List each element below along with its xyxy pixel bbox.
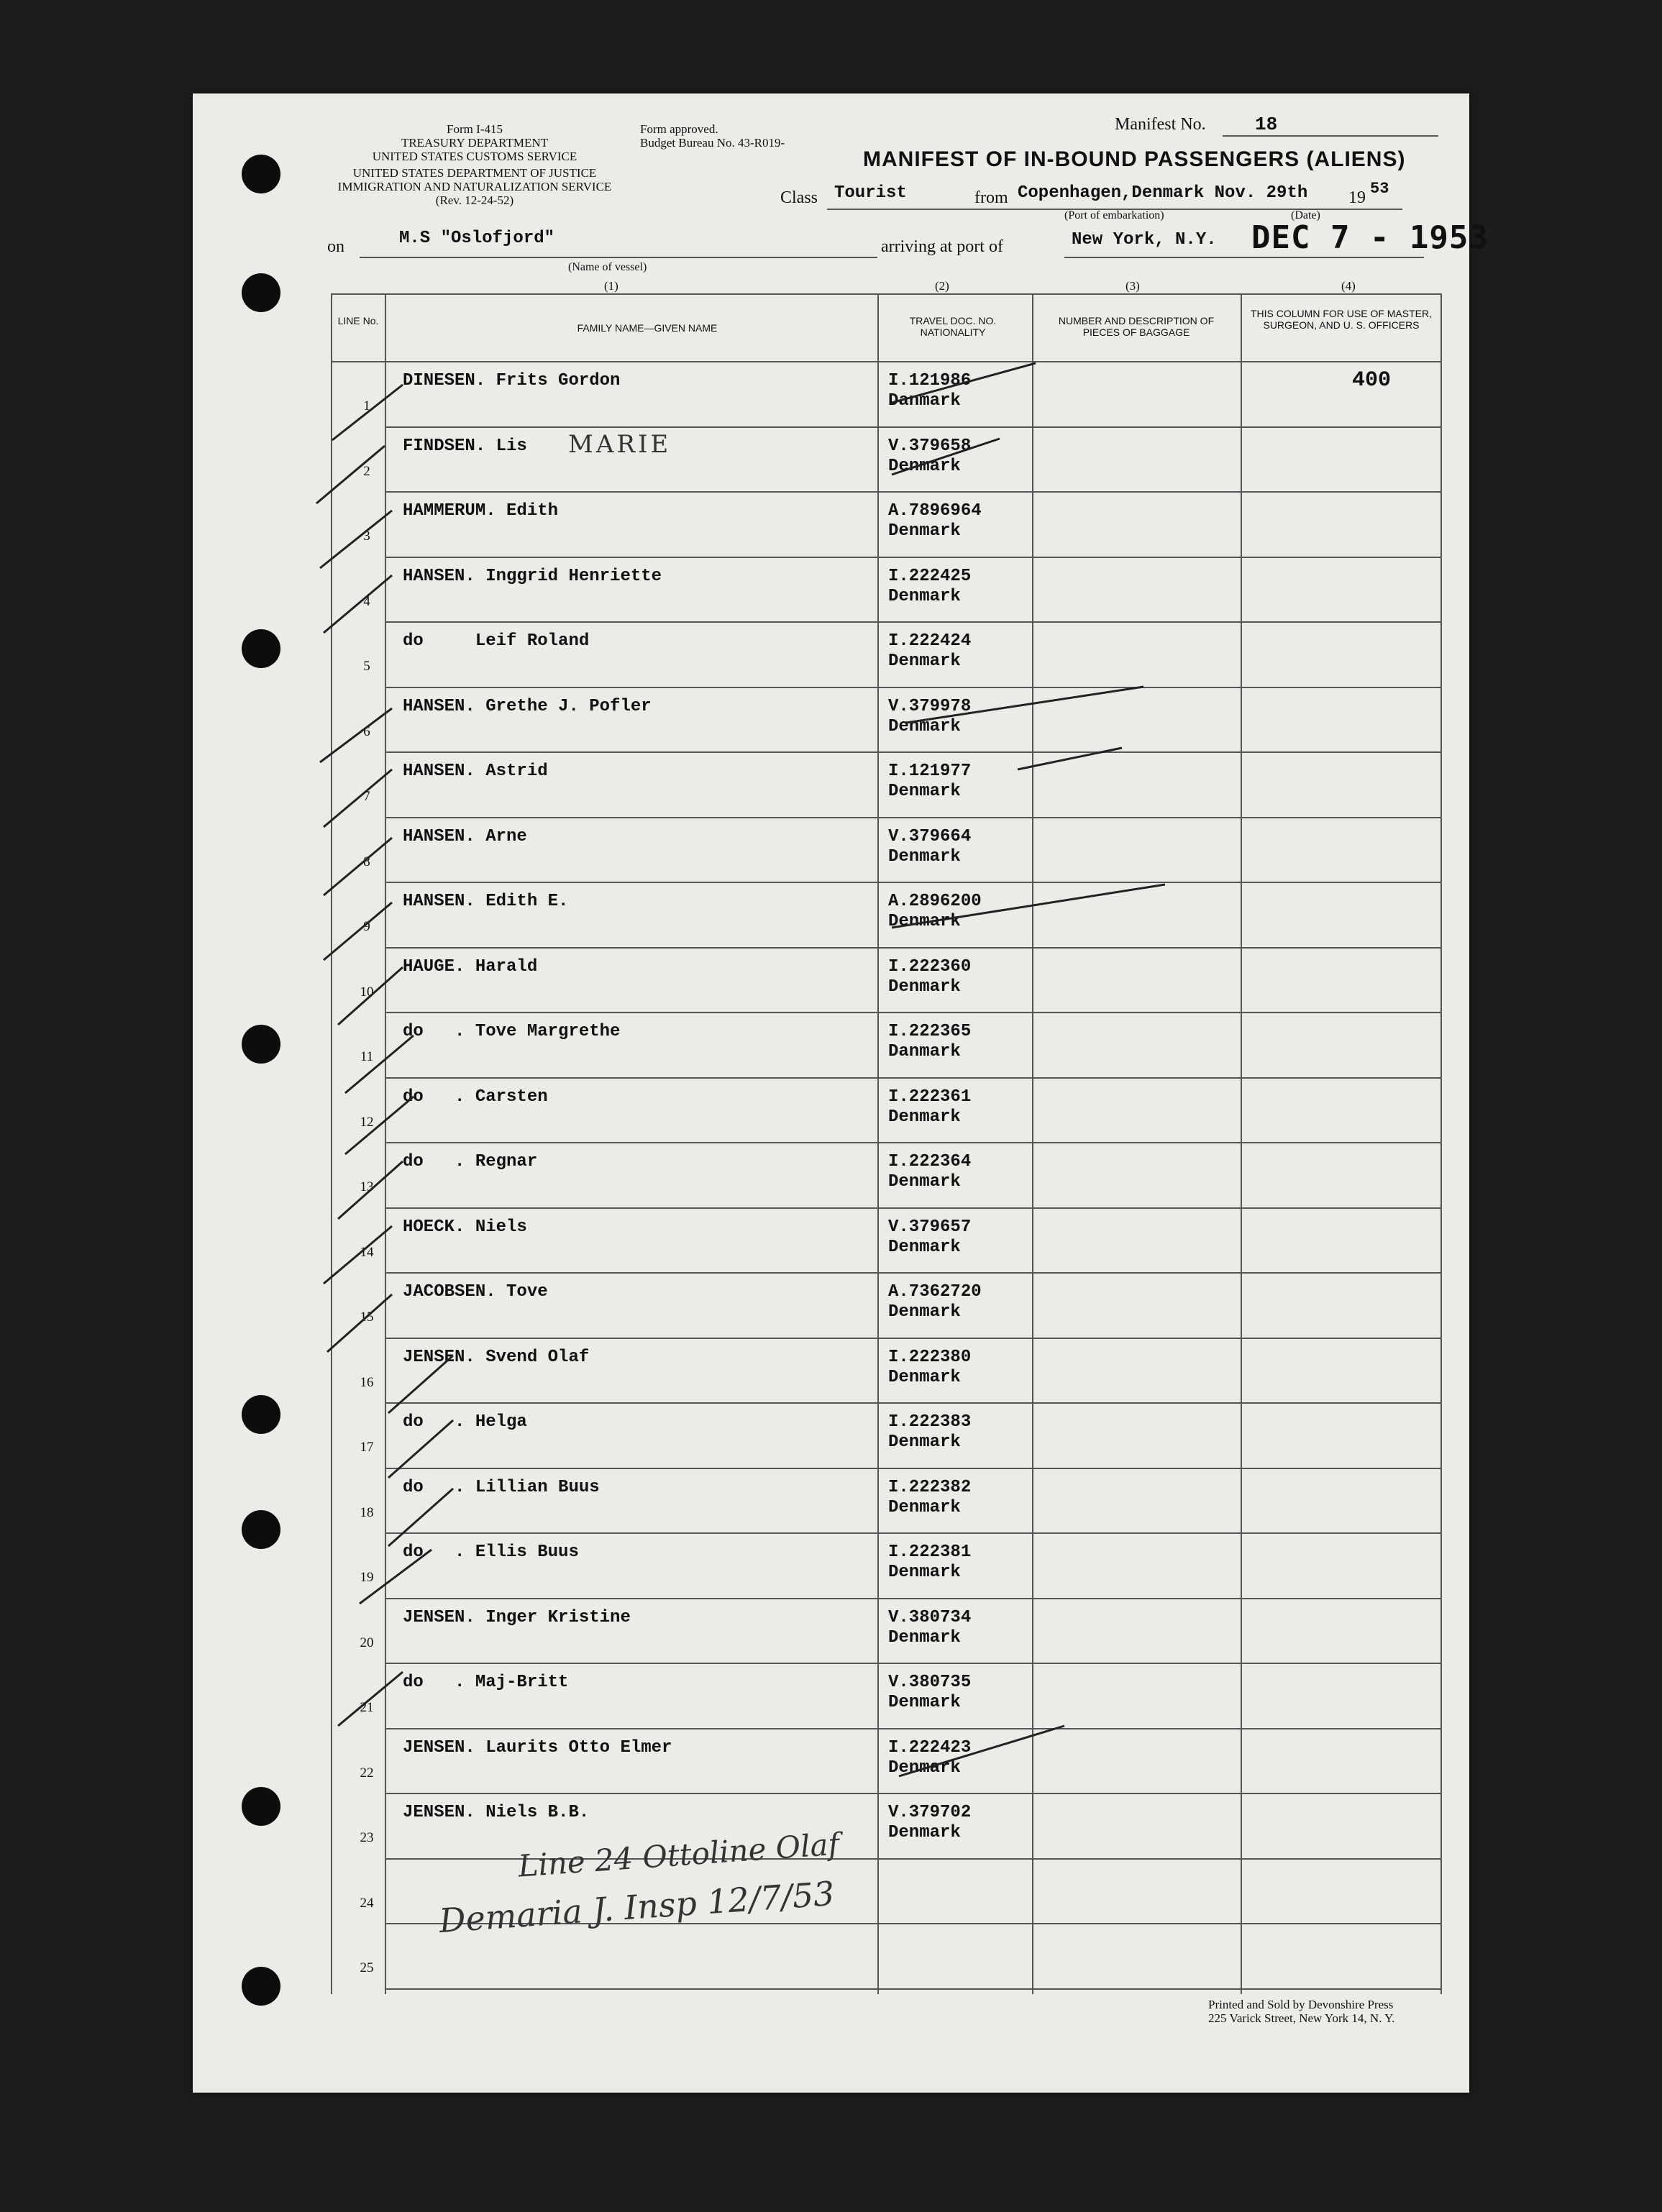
inspector-signature: Demaria J. Insp 12/7/53 xyxy=(437,1873,836,1941)
check-mark xyxy=(324,1226,392,1284)
line-number: 6 xyxy=(363,724,370,739)
nationality: Denmark xyxy=(888,1693,961,1712)
travel-doc-number: I.222360 xyxy=(888,957,972,977)
nationality: Denmark xyxy=(888,1172,961,1192)
column-number: (4) xyxy=(1341,279,1356,293)
check-mark xyxy=(338,1672,403,1726)
handwritten-annotation: Line 24 Ottoline Olaf xyxy=(516,1826,841,1884)
check-mark xyxy=(388,1489,453,1546)
check-mark xyxy=(892,363,1036,403)
check-mark xyxy=(360,1550,432,1604)
column-header-officers: THIS COLUMN FOR USE OF MASTER, SURGEON, AND U. S. OFFICERS xyxy=(1250,308,1432,331)
travel-doc-number: I.222380 xyxy=(888,1348,972,1367)
line-number: 17 xyxy=(360,1440,374,1455)
line-number: 20 xyxy=(360,1635,374,1650)
check-mark xyxy=(892,439,1000,475)
check-mark xyxy=(1018,748,1122,769)
travel-doc-number: I.222423 xyxy=(888,1738,972,1758)
travel-doc-number: I.222381 xyxy=(888,1543,972,1562)
year-prefix: 19 xyxy=(1348,188,1366,207)
travel-doc-number: A.7896964 xyxy=(888,501,982,521)
check-mark xyxy=(906,687,1143,723)
port-of-embarkation: Copenhagen,Denmark Nov. 29th xyxy=(1018,183,1308,203)
travel-doc-number: I.222383 xyxy=(888,1412,972,1432)
class-value: Tourist xyxy=(834,183,907,203)
passenger-name: JENSEN. Laurits Otto Elmer xyxy=(403,1738,672,1758)
nationality: Denmark xyxy=(888,1498,961,1517)
line-number: 21 xyxy=(360,1700,374,1715)
line-number: 25 xyxy=(360,1960,374,1975)
department-sub: UNITED STATES CUSTOMS SERVICE xyxy=(372,150,577,163)
travel-doc-number: V.379702 xyxy=(888,1803,972,1822)
nationality: Denmark xyxy=(888,847,961,867)
nationality: Denmark xyxy=(888,1823,961,1842)
arrival-date-stamp: DEC 7 - 1953 xyxy=(1251,219,1489,256)
column-header-doc: TRAVEL DOC. NO. NATIONALITY xyxy=(909,315,997,338)
nationality: Denmark xyxy=(888,1107,961,1127)
manifest-title: MANIFEST OF IN-BOUND PASSENGERS (ALIENS) xyxy=(863,147,1406,171)
passenger-name: HAUGE. Harald xyxy=(403,957,538,977)
check-mark xyxy=(324,838,392,895)
column-header-name: FAMILY NAME—GIVEN NAME xyxy=(577,322,718,334)
nationality: Denmark xyxy=(888,1368,961,1387)
nationality: Denmark xyxy=(888,587,961,606)
passenger-name: FINDSEN. Lis xyxy=(403,437,527,456)
check-mark xyxy=(388,1356,453,1413)
department-sub: IMMIGRATION AND NATURALIZATION SERVICE xyxy=(337,180,612,193)
line-number: 11 xyxy=(360,1049,374,1064)
travel-doc-number: I.222364 xyxy=(888,1152,972,1171)
travel-doc-number: I.222425 xyxy=(888,567,972,586)
check-mark xyxy=(320,511,392,568)
travel-doc-number: V.379978 xyxy=(888,697,972,716)
nationality: Denmark xyxy=(888,1432,961,1452)
check-mark xyxy=(320,708,392,762)
travel-doc-number: V.379657 xyxy=(888,1217,972,1237)
travel-doc-number: A.7362720 xyxy=(888,1282,982,1302)
from-label: from xyxy=(974,188,1008,207)
check-mark xyxy=(324,769,392,827)
class-label: Class xyxy=(780,188,818,207)
line-number: 19 xyxy=(360,1570,374,1585)
passenger-name: JENSEN. Svend Olaf xyxy=(403,1348,590,1367)
nationality: Danmark xyxy=(888,1042,961,1061)
passenger-name: HANSEN. Astrid xyxy=(403,762,548,781)
passenger-name: do . Ellis Buus xyxy=(403,1543,579,1562)
passenger-name: JENSEN. Niels B.B. xyxy=(403,1803,590,1822)
passenger-name: do . Maj-Britt xyxy=(403,1673,569,1692)
year-suffix: 53 xyxy=(1370,180,1389,198)
nationality: Denmark xyxy=(888,1302,961,1322)
arrival-port: New York, N.Y. xyxy=(1072,230,1217,250)
line-number: 2 xyxy=(363,464,370,479)
passenger-name: do . Tove Margrethe xyxy=(403,1022,621,1041)
printer-name: Printed and Sold by Devonshire Press xyxy=(1208,1998,1394,2011)
passenger-name: HANSEN. Grethe J. Pofler xyxy=(403,697,652,716)
line-number: 4 xyxy=(363,594,370,609)
form-number: Form I-415 xyxy=(447,122,503,136)
check-mark xyxy=(324,575,392,633)
nationality: Denmark xyxy=(888,717,961,736)
travel-doc-number: I.121986 xyxy=(888,371,972,390)
passenger-name: do . Lillian Buus xyxy=(403,1478,600,1497)
nationality: Denmark xyxy=(888,977,961,997)
check-mark xyxy=(899,1726,1064,1776)
travel-doc-number: V.379664 xyxy=(888,827,972,846)
travel-doc-number: I.222365 xyxy=(888,1022,972,1041)
budget-number: Budget Bureau No. 43-R019- xyxy=(640,136,785,150)
line-number: 23 xyxy=(360,1830,374,1845)
department-name: UNITED STATES DEPARTMENT OF JUSTICE xyxy=(352,166,597,180)
check-mark xyxy=(388,1420,453,1478)
passenger-name: HOECK. Niels xyxy=(403,1217,527,1237)
approval-text: Form approved. xyxy=(640,122,718,136)
manifest-number: 18 xyxy=(1255,114,1278,135)
travel-doc-number: I.222424 xyxy=(888,631,972,651)
check-mark xyxy=(892,885,1165,928)
passenger-name: HANSEN. Inggrid Henriette xyxy=(403,567,662,586)
travel-doc-number: V.379658 xyxy=(888,437,972,456)
passenger-name: JACOBSEN. Tove xyxy=(403,1282,548,1302)
passenger-name: HANSEN. Arne xyxy=(403,827,527,846)
passenger-name: JENSEN. Inger Kristine xyxy=(403,1608,631,1627)
line-number: 22 xyxy=(360,1765,374,1781)
passenger-name: do . Regnar xyxy=(403,1152,538,1171)
line-number: 16 xyxy=(360,1375,374,1390)
check-mark xyxy=(338,1161,403,1219)
nationality: Danmark xyxy=(888,391,961,411)
check-mark xyxy=(345,1036,414,1093)
column-number: (2) xyxy=(935,279,949,293)
travel-doc-number: I.121977 xyxy=(888,762,972,781)
nationality: Denmark xyxy=(888,652,961,671)
line-number: 15 xyxy=(360,1310,374,1325)
line-number: 10 xyxy=(360,984,374,1000)
line-number: 3 xyxy=(363,529,370,544)
nationality: Denmark xyxy=(888,912,961,931)
column-header-line: LINE No. xyxy=(337,315,379,326)
line-number: 18 xyxy=(360,1505,374,1520)
travel-doc-number: V.380735 xyxy=(888,1673,972,1692)
passenger-name: DINESEN. Frits Gordon xyxy=(403,371,621,390)
nationality: Denmark xyxy=(888,782,961,801)
travel-doc-number: I.222382 xyxy=(888,1478,972,1497)
line-number: 14 xyxy=(360,1245,374,1260)
travel-doc-number: A.2896200 xyxy=(888,892,982,911)
department-name: TREASURY DEPARTMENT xyxy=(401,136,549,150)
line-number: 5 xyxy=(363,659,370,674)
manifest-number-label: Manifest No. xyxy=(1115,115,1206,134)
nationality: Denmark xyxy=(888,521,961,541)
line-number: 24 xyxy=(360,1896,374,1911)
check-mark xyxy=(324,902,392,960)
line-number: 9 xyxy=(363,919,370,934)
revision-date: (Rev. 12-24-52) xyxy=(435,193,514,207)
embarkation-caption: (Port of embarkation) xyxy=(1064,209,1164,221)
passenger-name: do . Carsten xyxy=(403,1087,548,1107)
travel-doc-number: V.380734 xyxy=(888,1608,972,1627)
on-label: on xyxy=(327,237,344,256)
column-header-baggage: NUMBER AND DESCRIPTION OF PIECES OF BAGGAGE xyxy=(1058,315,1215,338)
passenger-name: HAMMERUM. Edith xyxy=(403,501,559,521)
line-number: 1 xyxy=(363,398,370,413)
date-caption: (Date) xyxy=(1291,209,1320,221)
passenger-name: HANSEN. Edith E. xyxy=(403,892,569,911)
nationality: Denmark xyxy=(888,1628,961,1647)
check-mark xyxy=(316,446,385,503)
check-mark xyxy=(332,385,403,440)
check-mark xyxy=(327,1294,392,1352)
passenger-name: do Leif Roland xyxy=(403,631,590,651)
passenger-name: do . Helga xyxy=(403,1412,527,1432)
line-number: 8 xyxy=(363,854,370,869)
check-mark xyxy=(338,967,403,1025)
line-number: 12 xyxy=(360,1115,374,1130)
line-number: 7 xyxy=(363,789,370,804)
check-mark xyxy=(345,1097,414,1154)
nationality: Denmark xyxy=(888,457,961,476)
nationality: Denmark xyxy=(888,1758,961,1778)
nationality: Denmark xyxy=(888,1238,961,1257)
nationality: Denmark xyxy=(888,1563,961,1582)
arriving-label: arriving at port of xyxy=(881,237,1003,256)
line-number: 13 xyxy=(360,1179,374,1194)
travel-doc-number: I.222361 xyxy=(888,1087,972,1107)
vessel-name: M.S "Oslofjord" xyxy=(399,229,555,248)
column-number: (1) xyxy=(604,279,618,293)
vessel-caption: (Name of vessel) xyxy=(568,261,647,273)
handwritten-annotation: MARIE xyxy=(568,430,672,459)
printer-address: 225 Varick Street, New York 14, N. Y. xyxy=(1208,2011,1395,2025)
column-number: (3) xyxy=(1125,279,1140,293)
officer-note: 400 xyxy=(1352,368,1392,393)
